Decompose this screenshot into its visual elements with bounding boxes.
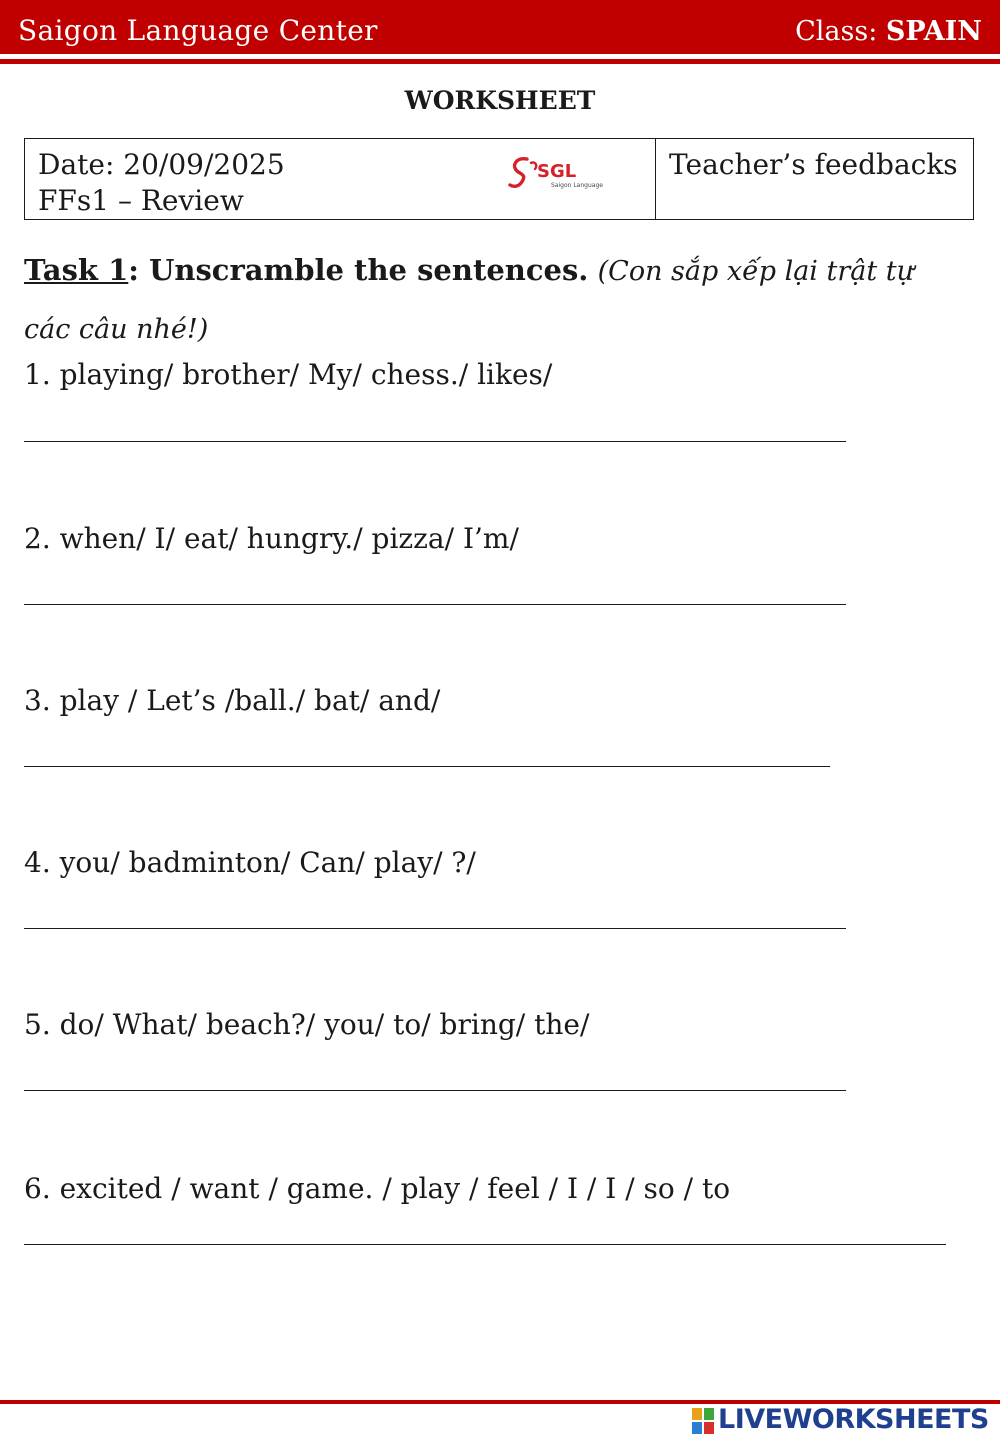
answer-line-2[interactable] <box>24 604 846 605</box>
answer-line-1[interactable] <box>24 441 846 442</box>
task-note: (Con sắp xếp lại trật tự các câu nhé!) <box>24 256 915 345</box>
question-6: 6. excited / want / game. / play / feel / I / I / so / to <box>24 1172 731 1205</box>
answer-line-4[interactable] <box>24 928 846 929</box>
question-2: 2. when/ I/ eat/ hungry./ pizza/ I’m/ <box>24 522 519 555</box>
header-divider <box>0 59 1000 64</box>
class-label: Class: <box>795 16 878 47</box>
class-info <box>795 16 982 47</box>
date-text: Date: 20/09/2025 <box>38 148 285 181</box>
question-5: 5. do/ What/ beach?/ you/ to/ bring/ the/ <box>24 1008 590 1041</box>
header-bar <box>0 0 1000 54</box>
question-1: 1. playing/ brother/ My/ chess./ likes/ <box>24 358 553 391</box>
task-heading <box>24 242 964 358</box>
task-label: Task 1 <box>24 253 129 287</box>
answer-line-3[interactable] <box>24 766 830 767</box>
class-value: SPAIN <box>885 16 982 47</box>
liveworksheets-brand: LIVEWORKSHEETS <box>718 1404 989 1435</box>
logo-subtext: Saigon Language <box>551 182 603 189</box>
center-name: Saigon Language Center <box>18 14 378 47</box>
answer-line-6[interactable] <box>24 1244 946 1245</box>
logo-text: SGL <box>537 161 577 182</box>
info-cell-left <box>25 139 656 219</box>
task-title: : Unscramble the sentences. <box>128 253 589 287</box>
liveworksheets-logo <box>692 1404 992 1440</box>
question-3: 3. play / Let’s /ball./ bat/ and/ <box>24 684 441 717</box>
teacher-feedback-label: Teacher’s feedbacks <box>669 148 958 181</box>
worksheet-title: WORKSHEET <box>404 86 596 115</box>
question-4: 4. you/ badminton/ Can/ play/ ?/ <box>24 846 476 879</box>
answer-line-5[interactable] <box>24 1090 846 1091</box>
sgl-logo <box>507 153 611 193</box>
liveworksheets-icon <box>692 1408 714 1434</box>
info-table <box>24 138 974 220</box>
lesson-text: FFs1 – Review <box>38 184 244 217</box>
